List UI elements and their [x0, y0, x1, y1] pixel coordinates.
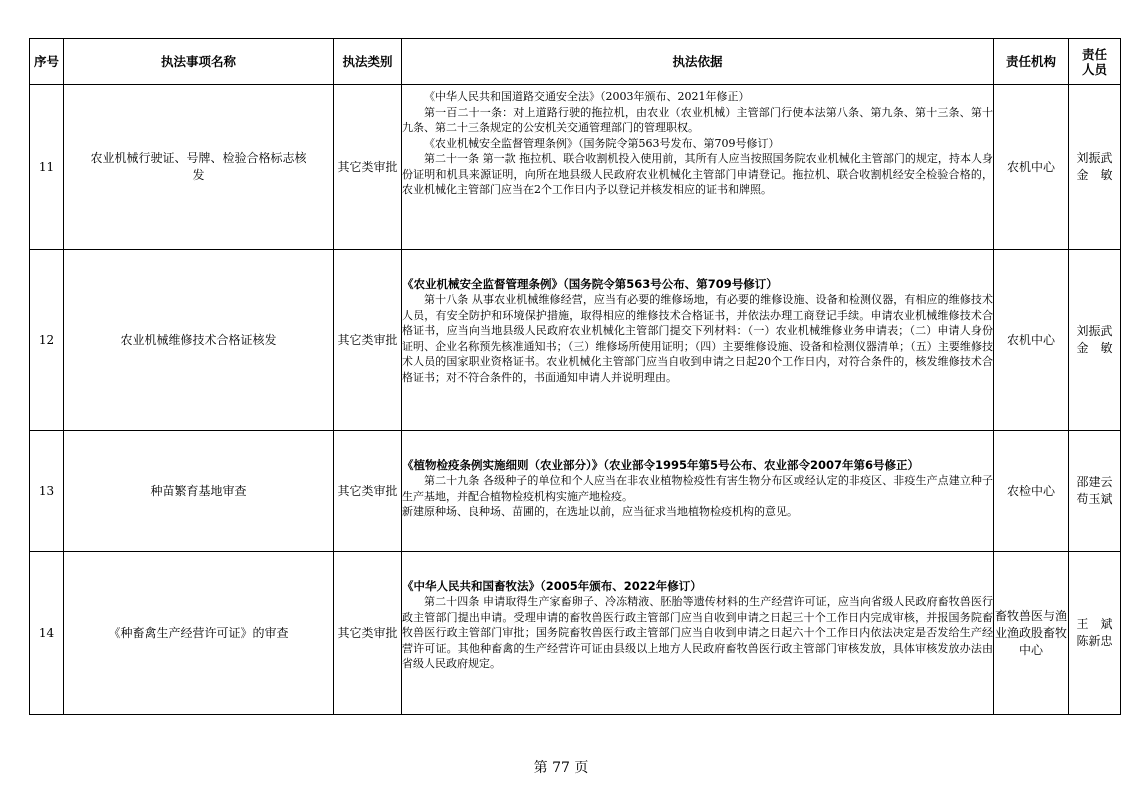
header-seq: 序号 [30, 39, 64, 85]
basis-paragraph: 《植物检疫条例实施细则（农业部分）》（农业部令1995年第5号公布、农业部令2007年第6号修正） [402, 458, 920, 472]
row-seq: 12 [30, 250, 64, 431]
header-org: 责任机构 [994, 39, 1069, 85]
basis-paragraph: 《农业机械安全监督管理条例》（国务院令第563号公布、第709号修订） [402, 277, 778, 291]
row-persons [1069, 250, 1121, 431]
table-row [30, 85, 1121, 250]
person-name: 金 敏 [1076, 168, 1113, 182]
row-persons [1069, 431, 1121, 552]
row-category: 其它类审批 [334, 431, 402, 552]
row-org: 畜牧兽医与渔业渔政股畜牧中心 [994, 552, 1069, 715]
row-category: 其它类审批 [334, 85, 402, 250]
basis-paragraph: 新建原种场、良种场、苗圃的，在选址以前，应当征求当地植物检疫机构的意见。 [402, 505, 798, 518]
row-basis [402, 431, 994, 552]
person-name: 王 斌 [1076, 617, 1113, 631]
row-seq: 13 [30, 431, 64, 552]
basis-paragraph: 第十八条 从事农业机械维修经营，应当有必要的维修场地，有必要的维修设施、设备和检测仪器，有相应的维修技术人员，有安全防护和环境保护措施，取得相应的维修技术合格证书，并依法办理工商登记手续。申请农业机械维修技术合格证书，应当向当地县级人民政府农业机械化主管部门提交下列材料：（一）农业机械维修业务申请表；（二）申请人身份证明、企业名称预先核准通知书；（三）维修场所使用证明；（四）主要维修设施、设备和检测仪器清单；（五）主要维修技术人员的国家职业资格证书。农业机械化主管部门应当自收到申请之日起20个工作日内，对符合条件的，核发维修技术合格证书；对不符合条件的，书面通知申请人并说明理由。 [402, 293, 993, 384]
row-item-name: 农业机械行驶证、号牌、检验合格标志核发 [64, 85, 334, 250]
basis-paragraph: 第一百二十一条：对上道路行驶的拖拉机，由农业（农业机械）主管部门行使本法第八条、第九条、第十三条、第十九条、第二十三条规定的公安机关交通管理部门的管理职权。 [402, 105, 993, 134]
row-seq: 14 [30, 552, 64, 715]
row-basis [402, 552, 994, 715]
basis-paragraph: 第二十九条 各级种子的单位和个人应当在非农业植物检疫性有害生物分布区或经认定的非疫区、非疫生产点建立种子生产基地，并配合植物检疫机构实施产地检疫。 [402, 474, 993, 503]
row-org: 农机中心 [994, 85, 1069, 250]
table-row [30, 552, 1121, 715]
row-org: 农检中心 [994, 431, 1069, 552]
basis-paragraph: 《中华人民共和国道路交通安全法》（2003年颁布、2021年修正） [424, 90, 750, 103]
enforcement-table [29, 38, 1121, 715]
row-item-name: 农业机械维修技术合格证核发 [64, 250, 334, 431]
row-persons [1069, 85, 1121, 250]
header-basis: 执法依据 [402, 39, 994, 85]
person-name: 刘振武 [1076, 324, 1113, 338]
row-category: 其它类审批 [334, 552, 402, 715]
row-item-name: 种苗繁育基地审查 [64, 431, 334, 552]
page-number: 第 77 页 [533, 760, 589, 776]
row-basis [402, 85, 994, 250]
table-row [30, 250, 1121, 431]
header-person: 责任人员 [1069, 39, 1121, 85]
person-name: 苟玉斌 [1076, 492, 1113, 506]
header-row [30, 39, 1121, 85]
header-name: 执法事项名称 [64, 39, 334, 85]
row-category: 其它类审批 [334, 250, 402, 431]
basis-paragraph: 《农业机械安全监督管理条例》（国务院令第563号发布、第709号修订） [424, 136, 780, 150]
row-persons [1069, 552, 1121, 715]
basis-paragraph: 《中华人民共和国畜牧法》（2005年颁布、2022年修订） [402, 579, 702, 593]
row-item-name: 《种畜禽生产经营许可证》的审查 [64, 552, 334, 715]
row-seq: 11 [30, 85, 64, 250]
table-row [30, 431, 1121, 552]
person-name: 陈新忠 [1076, 634, 1113, 648]
header-category: 执法类别 [334, 39, 402, 85]
basis-paragraph: 第二十一条 第一款 拖拉机、联合收割机投入使用前，其所有人应当按照国务院农业机械化主管部门的规定，持本人身份证明和机具来源证明，向所在地县级人民政府农业机械化主管部门申请登记。拖拉机、联合收割机经安全检验合格的，农业机械化主管部门应当在2个工作日内予以登记并核发相应的证书和牌照。 [402, 152, 993, 196]
person-name: 金 敏 [1076, 341, 1113, 355]
basis-paragraph: 第二十四条 申请取得生产家畜卵子、冷冻精液、胚胎等遗传材料的生产经营许可证，应当向省级人民政府畜牧兽医行政主管部门提出申请。受理申请的畜牧兽医行政主管部门应当自收到申请之日起三十个工作日内完成审核，并报国务院畜牧兽医行政主管部门审批；国务院畜牧兽医行政主管部门应当自收到申请之日起六十个工作日内依法决定是否发给生产经营许可证。其他种畜禽的生产经营许可证由县级以上地方人民政府畜牧兽医行政主管部门审核发放，具体审核发放办法由省级人民政府规定。 [402, 595, 993, 670]
person-name: 刘振武 [1076, 151, 1113, 165]
row-basis [402, 250, 994, 431]
row-org: 农机中心 [994, 250, 1069, 431]
person-name: 邵建云 [1076, 475, 1113, 489]
